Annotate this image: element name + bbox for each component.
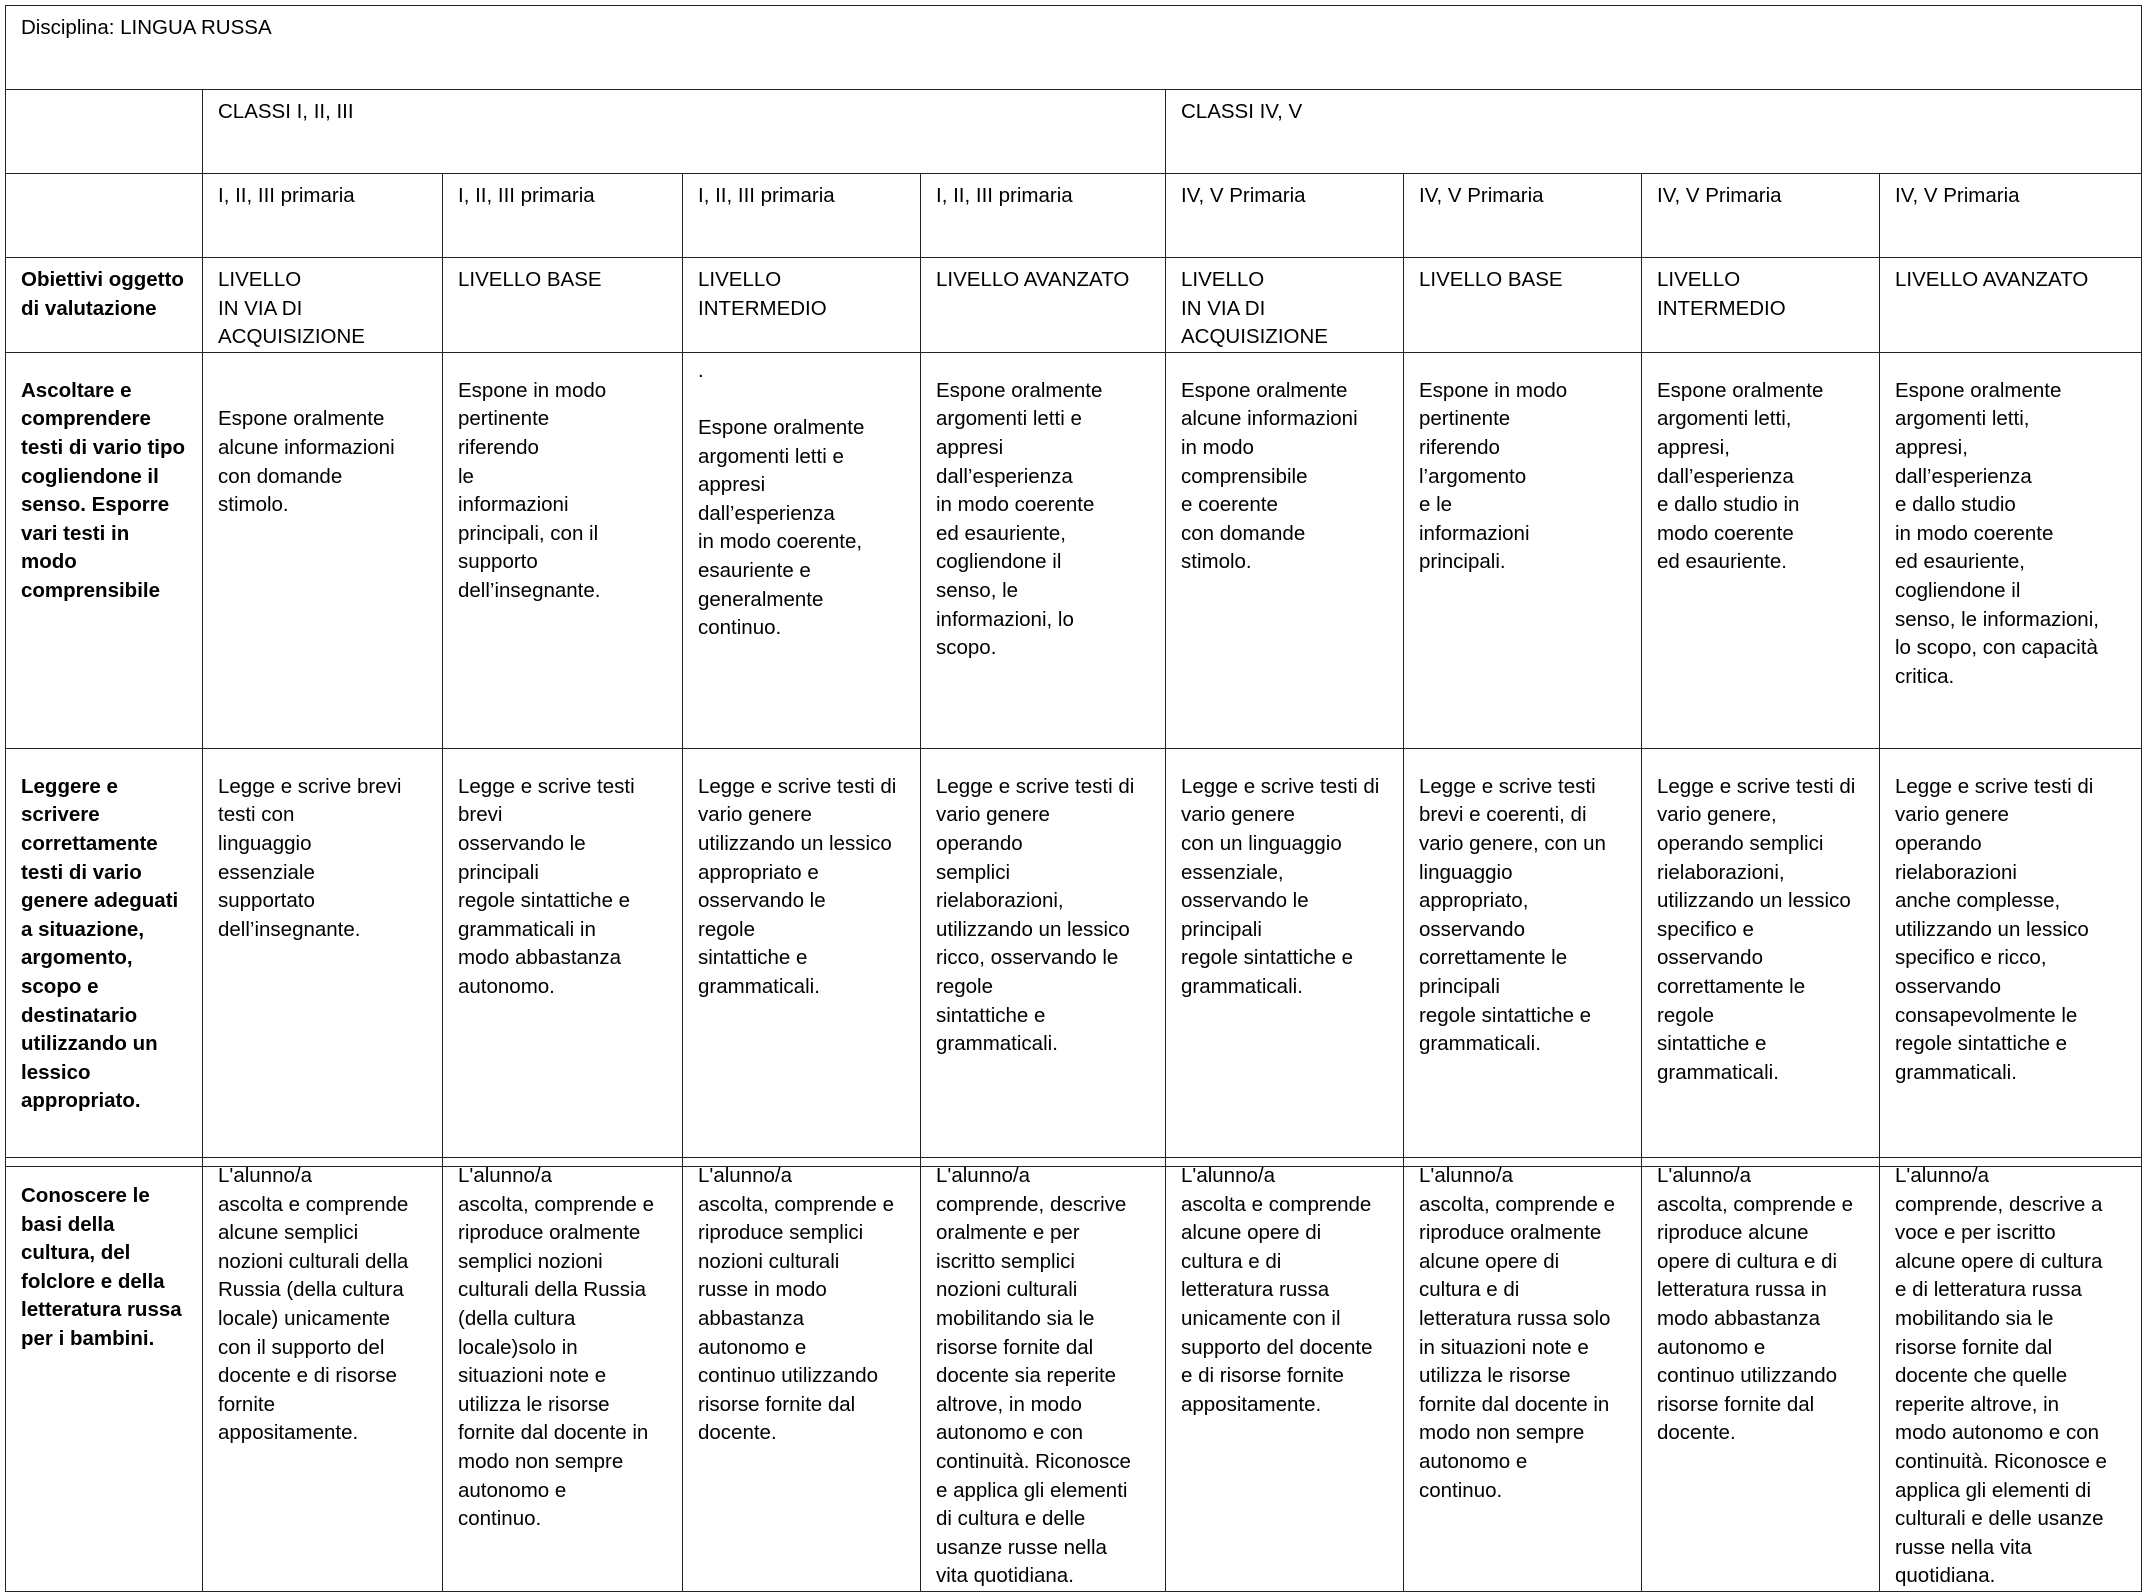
class-subheader: IV, V Primaria (1404, 174, 1642, 258)
objective-cell: Leggere e scrivere correttamente testi di vario genere adeguati a situazione, argomento, scopo e destinatario utilizzando un lessico appropriato. (6, 748, 203, 1166)
descriptor-cell: Espone oralmente argomenti letti e appresi dall’esperienza in modo coerente ed esauriente, cogliendone il senso, le informazioni, lo scopo. (921, 352, 1166, 748)
class-subheader: I, II, III primaria (683, 174, 921, 258)
level-header: LIVELLO AVANZATO (1880, 258, 2142, 353)
descriptor-cell: L'alunno/a comprende, descrive a voce e per iscritto alcune opere di cultura e di letteratura russa mobilitando sia le risorse fornite dal docente che quelle reperite altrove, in modo autonomo e con continuità. Riconosce e applica gli elementi di culturali e delle usanze russe nella vita quotidiana. (1880, 1158, 2142, 1592)
level-header: LIVELLO INTERMEDIO (683, 258, 921, 353)
class-subheader: IV, V Primaria (1642, 174, 1880, 258)
class-subheader: I, II, III primaria (203, 174, 443, 258)
class-group-header: CLASSI IV, V (1166, 90, 2142, 174)
descriptor-cell: L'alunno/a ascolta, comprende e riproduce oralmente semplici nozioni culturali della Russia (della cultura locale)solo in situazioni note e utilizza le risorse fornite dal docente in modo non sempre autonomo e continuo. (443, 1158, 683, 1592)
title-row (6, 6, 2142, 90)
level-header: LIVELLO IN VIA DI ACQUISIZIONE (1166, 258, 1404, 353)
table-row (6, 1158, 2142, 1592)
assessment-table (5, 5, 2142, 1167)
class-groups-row (6, 90, 2142, 174)
descriptor-cell: Legge e scrive testi di vario genere, operando semplici rielaborazioni, utilizzando un lessico specifico e osservando correttamente le regole sintattiche e grammaticali. (1642, 748, 1880, 1166)
descriptor-cell: Legge e scrive testi di vario genere operando rielaborazioni anche complesse, utilizzando un lessico specifico e ricco, osservando consapevolmente le regole sintattiche e grammaticali. (1880, 748, 2142, 1166)
descriptor-cell: L'alunno/a ascolta, comprende e riproduce oralmente alcune opere di cultura e di letteratura russa solo in situazioni note e utilizza le risorse fornite dal docente in modo non sempre autonomo e continuo. (1404, 1158, 1642, 1592)
empty-corner-cell (6, 90, 203, 174)
descriptor-cell: Espone oralmente argomenti letti, appresi, dall’esperienza e dallo studio in modo coerente ed esauriente, cogliendone il senso, le informazioni, lo scopo, con capacità critica. (1880, 352, 2142, 748)
empty-corner-cell (6, 174, 203, 258)
descriptor-cell: Legge e scrive testi brevi e coerenti, di vario genere, con un linguaggio appropriato, osservando correttamente le principali regole sintattiche e grammaticali. (1404, 748, 1642, 1166)
levels-row (6, 258, 2142, 353)
objectives-header: Obiettivi oggetto di valutazione (6, 258, 203, 353)
descriptor-cell: Espone in modo pertinente riferendo l’argomento e le informazioni principali. (1404, 352, 1642, 748)
descriptor-cell: Espone in modo pertinente riferendo le informazioni principali, con il supporto dell’insegnante. (443, 352, 683, 748)
descriptor-cell: Legge e scrive testi di vario genere con un linguaggio essenziale, osservando le principali regole sintattiche e grammaticali. (1166, 748, 1404, 1166)
table-row (6, 352, 2142, 748)
class-subheader: I, II, III primaria (921, 174, 1166, 258)
class-subheader: I, II, III primaria (443, 174, 683, 258)
level-header: LIVELLO BASE (443, 258, 683, 353)
descriptor-cell: Legge e scrive testi brevi osservando le principali regole sintattiche e grammaticali in modo abbastanza autonomo. (443, 748, 683, 1166)
level-header: LIVELLO IN VIA DI ACQUISIZIONE (203, 258, 443, 353)
document-title: Disciplina: LINGUA RUSSA (6, 6, 2142, 90)
assessment-table-continued (5, 1157, 2142, 1592)
descriptor-cell: Legge e scrive testi di vario genere utilizzando un lessico appropriato e osservando le regole sintattiche e grammaticali. (683, 748, 921, 1166)
descriptor-cell: Espone oralmente alcune informazioni in modo comprensibile e coerente con domande stimolo. (1166, 352, 1404, 748)
subheader-row (6, 174, 2142, 258)
class-subheader: IV, V Primaria (1880, 174, 2142, 258)
descriptor-cell: . Espone oralmente argomenti letti e appresi dall’esperienza in modo coerente, esauriente e generalmente continuo. (683, 352, 921, 748)
level-header: LIVELLO BASE (1404, 258, 1642, 353)
table-row (6, 748, 2142, 1166)
descriptor-cell: Espone oralmente alcune informazioni con domande stimolo. (203, 352, 443, 748)
level-header: LIVELLO INTERMEDIO (1642, 258, 1880, 353)
descriptor-cell: L'alunno/a ascolta, comprende e riproduce alcune opere di cultura e di letteratura russa in modo abbastanza autonomo e continuo utilizzando risorse fornite dal docente. (1642, 1158, 1880, 1592)
descriptor-cell: L'alunno/a ascolta, comprende e riproduce semplici nozioni culturali russe in modo abbastanza autonomo e continuo utilizzando risorse fornite dal docente. (683, 1158, 921, 1592)
descriptor-cell: Espone oralmente argomenti letti, appresi, dall’esperienza e dallo studio in modo coerente ed esauriente. (1642, 352, 1880, 748)
level-header: LIVELLO AVANZATO (921, 258, 1166, 353)
descriptor-cell: L'alunno/a ascolta e comprende alcune opere di cultura e di letteratura russa unicamente con il supporto del docente e di risorse fornite appositamente. (1166, 1158, 1404, 1592)
descriptor-cell: Legge e scrive testi di vario genere operando semplici rielaborazioni, utilizzando un lessico ricco, osservando le regole sintattiche e grammaticali. (921, 748, 1166, 1166)
class-subheader: IV, V Primaria (1166, 174, 1404, 258)
class-group-header: CLASSI I, II, III (203, 90, 1166, 174)
descriptor-cell: Legge e scrive brevi testi con linguaggio essenziale supportato dell’insegnante. (203, 748, 443, 1166)
objective-cell: Ascoltare e comprendere testi di vario tipo cogliendone il senso. Esporre vari testi in modo comprensibile (6, 352, 203, 748)
descriptor-cell: L'alunno/a ascolta e comprende alcune semplici nozioni culturali della Russia (della cultura locale) unicamente con il supporto del docente e di risorse fornite appositamente. (203, 1158, 443, 1592)
objective-cell: Conoscere le basi della cultura, del folclore e della letteratura russa per i bambini. (6, 1158, 203, 1592)
descriptor-cell: L'alunno/a comprende, descrive oralmente e per iscritto semplici nozioni culturali mobilitando sia le risorse fornite dal docente sia reperite altrove, in modo autonomo e con continuità. Riconosce e applica gli elementi di cultura e delle usanze russe nella vita quotidiana. (921, 1158, 1166, 1592)
